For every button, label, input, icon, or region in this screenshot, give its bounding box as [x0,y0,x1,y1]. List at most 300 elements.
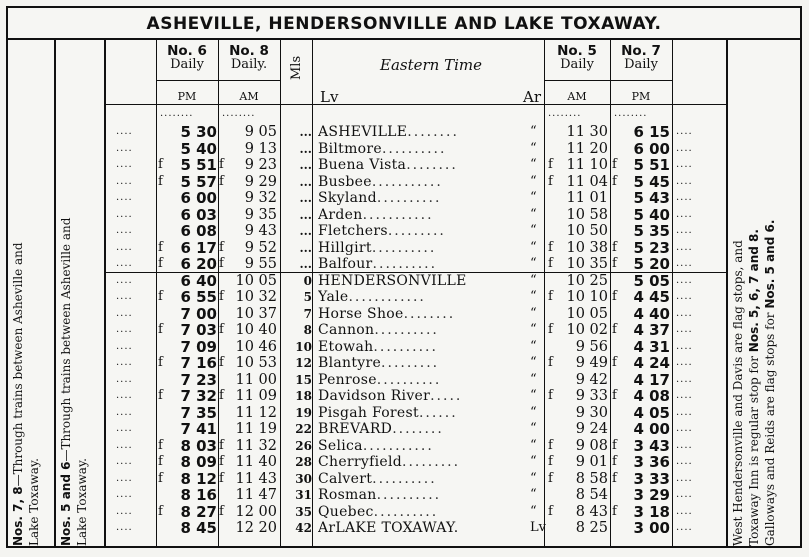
station-cell [318,405,540,421]
no8-flag-stop: f [219,256,224,271]
left-note-line2: Lake Toxaway. [27,458,41,546]
no8-time: 12 20 [235,520,277,536]
table-row [8,141,800,158]
page-title: ASHEVILLE, HENDERSONVILLE AND LAKE TOXAWAY. [8,8,800,40]
table-row [8,157,800,174]
station-cell [318,339,540,355]
no8-flag-stop: f [219,173,224,189]
no8-flag-stop: f [219,157,224,172]
row-leader-right: .... [676,142,693,154]
no6-flag-stop: f [158,322,163,337]
no6-time: 7 00 [180,304,217,323]
no8-time: 11 09 [235,388,277,404]
row-leader-left: .... [116,439,133,451]
miles-value: 19 [295,405,312,420]
dot-leader: ........ [407,124,459,140]
no6-flag-stop: f [158,157,163,172]
row-leader-left: .... [116,357,133,368]
no8-flag-stop: f [219,239,224,255]
right-note-text: Toxaway Inn is regular stop for [747,352,761,546]
miles-value: 28 [295,455,312,469]
station-cell [318,388,540,404]
miles-value: 5 [303,290,312,304]
ditto-mark: “ [530,388,537,403]
no5-time: 8 43 [575,503,608,520]
header-no6 [156,44,218,72]
no8-time: 11 19 [235,421,277,437]
dot-leader: ........ [392,421,444,437]
dot-leader: ........ [222,108,256,119]
ditto-mark: “ [530,454,537,469]
table-row [8,289,800,306]
table-row [8,471,800,488]
no5-time: 9 33 [575,388,608,404]
row-leader-right: .... [676,423,693,434]
no5-time: 11 04 [566,173,608,190]
header-no7-sub: Daily [624,57,658,72]
no6-time: 7 32 [180,387,217,405]
ditto-mark: “ [530,305,537,321]
dot-leader: ........ [548,108,582,119]
no6-time: 6 55 [180,288,217,306]
no7-flag-stop: f [612,173,617,189]
dot-leader: .......... [372,470,437,487]
dot-leader: ........ [403,305,456,322]
no5-flag-stop: f [548,289,553,304]
no5-time: 8 54 [575,487,608,503]
no6-time: 8 12 [180,469,217,488]
table-row [8,421,800,438]
no7-time: 5 05 [633,271,670,290]
row-leader-right: .... [676,357,693,368]
no8-flag-stop: f [219,355,224,370]
no6-time: 6 03 [180,205,217,224]
table-row [8,256,800,273]
miles-value: 31 [295,488,312,502]
table-row [8,372,800,389]
no8-time: 11 40 [235,454,277,470]
ditto-mark: “ [530,272,537,288]
right-note-text: Galloways and Reids are flag stops for [763,308,777,546]
no5-time: 10 10 [566,289,608,305]
dot-leader: ......... [381,355,440,371]
ditto-mark: “ [530,404,537,420]
miles-value: ... [299,257,312,271]
no7-time: 4 37 [633,321,670,339]
no7-time: 4 24 [633,354,670,372]
dot-leader: .......... [373,503,439,520]
dot-leader: .......... [376,371,442,388]
table-row [8,454,800,471]
no5-time: 10 58 [566,206,608,223]
no8-time: 10 05 [235,272,277,289]
row-leader-left: .... [116,522,133,533]
row-leader-right: .... [676,192,693,203]
station-name: HENDERSONVILLE [318,272,467,289]
table-row [8,223,800,240]
no7-time: 5 23 [633,238,670,257]
miles-value: 18 [295,389,312,403]
station-name: Pisgah Forest [318,404,419,421]
station-cell [318,372,540,388]
header-no8-sub: Daily. [230,57,268,72]
no5-flag-stop: f [548,503,553,519]
no5-time: 11 10 [566,157,608,173]
miles-value: 12 [295,356,312,370]
no6-time: 6 00 [180,189,217,207]
station-cell [318,520,546,536]
station-cell [318,487,540,503]
row-leader-right: .... [676,159,693,170]
no7-flag-stop: f [612,322,617,337]
miles-value: 8 [303,323,312,337]
station-cell [318,355,540,371]
row-leader-left: .... [116,142,133,154]
header-no6-label: No. 6 [167,43,207,59]
no8-time: 11 32 [235,437,277,454]
no5-flag-stop: f [548,239,553,255]
no8-time: 9 05 [244,124,277,140]
table-row [8,322,800,339]
no7-time: 4 40 [633,304,670,323]
no6-time: 7 16 [180,354,217,372]
ditto-mark: “ [530,157,537,172]
row-leader-left: .... [116,373,133,385]
ditto-mark: “ [530,140,537,156]
station-name: Biltmore [318,140,382,157]
station-name: Calvert [318,470,373,487]
no7-time: 5 40 [633,205,670,224]
no8-time: 11 43 [235,470,277,487]
no5-flag-stop: f [548,173,553,189]
timetable-frame [6,6,802,548]
no6-time: 5 51 [180,156,217,174]
station-name: Selica [318,437,363,454]
no7-flag-stop: f [612,157,617,172]
no6-time: 5 30 [180,123,217,141]
left-note-bold: Nos. 7, 8 [11,486,25,546]
no8-time: 12 00 [235,503,277,520]
row-leader-left: .... [116,208,133,220]
station-cell [318,504,540,520]
row-leader-left: .... [116,340,133,352]
no6-flag-stop: f [158,256,163,271]
no7-time: 5 45 [633,172,670,191]
row-leader-right: .... [676,489,693,500]
table-row [8,174,800,191]
station-name: Yale [318,289,349,305]
no7-time: 3 18 [633,502,670,521]
header-no5-sub: Daily [560,57,594,72]
station-name: Cherryfield [318,454,402,470]
miles-value: ... [299,141,312,156]
row-leader-right: .... [676,456,693,467]
ditto-mark: “ [530,206,537,222]
table-row [8,339,800,356]
no7-time: 4 08 [633,387,670,405]
station-name: Arden [318,206,363,223]
no8-flag-stop: f [219,388,224,403]
miles-value: 15 [295,372,312,387]
row-leader-left: .... [116,505,133,517]
no6-time: 7 35 [180,403,217,422]
no5-time: 10 02 [566,322,608,338]
row-leader-left: .... [116,423,133,434]
no8-time: 9 32 [244,190,277,206]
station-name: BREVARD [318,421,393,437]
no7-flag-stop: f [612,355,617,370]
no6-time: 8 27 [180,502,217,521]
no8-time: 9 55 [244,256,277,272]
no7-time: 5 51 [633,156,670,174]
ditto-mark: “ [530,289,537,304]
no8-time: 9 29 [244,173,277,190]
station-cell [318,306,540,322]
no6-time: 7 23 [180,370,217,389]
no5-flag-stop: f [548,355,553,370]
no5-time: 11 20 [566,140,608,157]
dot-leader: .......... [374,322,439,338]
no7-time: 5 35 [633,222,670,240]
no7-time: 3 00 [633,519,670,537]
no8-time: 9 23 [244,157,277,173]
table-row [8,273,800,290]
no7-time: 3 36 [633,453,670,471]
row-leader-left: .... [116,241,133,253]
ditto-mark: “ [530,223,537,238]
dot-leader: ........... [362,437,434,454]
miles-value: ... [299,125,312,139]
no7-flag-stop: f [612,470,617,486]
no5-time: 9 49 [575,355,608,371]
no7-time: 4 05 [633,403,670,422]
row-leader-right: .... [676,505,693,517]
left-note-text: —Through trains between Asheville and [11,242,25,487]
miles-value: ... [299,224,312,238]
row-leader-left: .... [116,225,133,236]
miles-value: ... [299,174,312,189]
no6-time: 7 03 [180,321,217,339]
row-leader-right: .... [676,291,693,302]
no6-time: 5 57 [180,172,217,191]
station-cell [318,141,540,157]
miles-value: 42 [295,521,312,535]
station-cell [318,289,540,305]
station-name: Quebec [318,503,374,520]
no5-time: 9 42 [575,371,608,388]
no8-time: 11 12 [235,404,277,421]
no8-time: 11 47 [235,487,277,503]
table-row [8,124,800,141]
row-leader-left: .... [116,126,133,137]
dot-leader: ......... [387,223,446,239]
no5-time: 9 24 [575,421,608,437]
no5-time: 9 01 [575,454,608,470]
no8-time: 9 52 [244,239,277,256]
row-leader-right: .... [676,274,693,286]
no7-time: 3 33 [633,469,670,488]
header-no5-label: No. 5 [557,43,597,59]
no8-time: 10 53 [235,355,277,371]
row-leader-right: .... [676,208,693,220]
station-name: Balfour [318,256,373,272]
row-leader-right: .... [676,340,693,352]
row-leader-left: .... [116,406,133,418]
right-note-bold: Nos. 5, 6, 7 and 8. [747,229,761,353]
no8-flag-stop: f [219,437,224,453]
ditto-mark: “ [530,338,537,354]
station-name: Rosman [318,487,377,503]
no8-time: 9 35 [244,206,277,223]
row-leader-right: .... [676,241,693,253]
dot-leader: ..... [430,388,463,404]
no7-flag-stop: f [612,437,617,453]
header-no7 [610,44,672,72]
header-no7-label: No. 7 [621,43,661,59]
station-name: Hillgirt [318,239,372,256]
no7-time: 6 15 [633,123,670,141]
no6-time: 6 08 [180,222,217,240]
row-leader-left: .... [116,489,133,500]
table-row [8,388,800,405]
station-cell [318,190,540,206]
dot-leader: .......... [376,487,442,503]
no8-flag-stop: f [219,470,224,486]
ditto-mark: “ [530,470,537,486]
header-no8-ampm: AM [239,90,259,103]
station-name: Skyland [318,190,377,206]
ditto-mark: “ [530,421,537,436]
miles-value: ... [299,158,312,172]
header-no5-ampm: AM [567,90,587,103]
no7-time: 5 20 [633,255,670,273]
no5-time: 10 50 [566,223,608,239]
ditto-mark: “ [530,503,537,519]
no6-time: 5 40 [180,139,217,158]
no7-flag-stop: f [612,503,617,519]
dot-leader: ........... [362,206,434,223]
station-cell [318,240,540,256]
no5-time: 10 25 [566,272,608,289]
no6-flag-stop: f [158,355,163,370]
no5-time: 8 58 [575,470,608,487]
no6-flag-stop: f [158,503,163,519]
header-no8-label: No. 8 [229,43,269,59]
ditto-mark: “ [530,173,537,189]
row-leader-left: .... [116,159,133,170]
station-cell [318,273,540,289]
station-name: Blantyre [318,355,382,371]
miles-value: 22 [295,422,312,436]
no5-time: 10 05 [566,305,608,322]
no8-flag-stop: f [219,503,224,519]
ditto-mark: Lv [530,520,546,535]
table-row [8,355,800,372]
no6-time: 7 41 [180,420,217,438]
no5-flag-stop: f [548,454,553,469]
miles-value: 30 [295,471,312,486]
right-note-line1: West Hendersonville and Davis are flag stops, and [731,240,745,546]
header-no7-ampm: PM [631,90,651,103]
header-no8 [218,44,280,72]
table-row [8,520,800,537]
no5-flag-stop: f [548,157,553,172]
station-cell [318,471,540,487]
miles-value: ... [299,207,312,222]
row-leader-right: .... [676,307,693,319]
no8-time: 11 00 [235,371,277,388]
no5-flag-stop: f [548,388,553,403]
header-no5 [544,44,610,72]
row-leader-left: .... [116,324,133,335]
table-row [8,438,800,455]
table-row [8,405,800,422]
ditto-mark: “ [530,371,537,387]
no7-time: 4 31 [633,337,670,356]
dot-leader: .......... [381,140,447,157]
no7-time: 4 45 [633,288,670,306]
station-name: ArLAKE TOXAWAY. [318,520,459,536]
row-leader-right: .... [676,126,693,137]
no5-time: 8 25 [575,520,608,536]
ditto-mark: “ [530,190,537,205]
divider [104,104,726,105]
dot-leader: ............ [348,289,426,305]
no7-time: 6 00 [633,139,670,158]
no6-time: 7 09 [180,337,217,356]
station-cell [318,454,540,470]
no5-time: 10 38 [566,239,608,256]
no7-flag-stop: f [612,289,617,304]
no7-flag-stop: f [612,388,617,403]
station-cell [318,256,540,272]
table-row [8,306,800,323]
station-name: Buena Vista [318,157,407,173]
no6-time: 8 03 [180,436,217,455]
header-no6-ampm: PM [177,90,197,103]
station-cell [318,421,540,437]
no6-flag-stop: f [158,454,163,469]
row-leader-right: .... [676,258,693,269]
no7-flag-stop: f [612,239,617,255]
no7-time: 5 43 [633,189,670,207]
no7-flag-stop: f [612,256,617,271]
dot-leader: ........ [406,157,458,173]
station-name: Cannon [318,322,375,338]
station-cell [318,223,540,239]
header-no6-sub: Daily [170,57,204,72]
dot-leader: ........ [614,108,648,119]
table-row [8,487,800,504]
no6-flag-stop: f [158,173,163,189]
no8-flag-stop: f [219,289,224,304]
ditto-mark: “ [530,322,537,337]
left-note-text: —Through trains between Asheville and [59,217,73,462]
dot-leader: ........... [371,173,443,190]
no5-time: 9 08 [575,437,608,454]
row-leader-left: .... [116,472,133,484]
no7-time: 4 17 [633,370,670,389]
station-cell [318,207,540,223]
row-leader-right: .... [676,225,693,236]
row-leader-left: .... [116,390,133,401]
no6-time: 6 20 [180,255,217,273]
station-cell [318,157,540,173]
no5-flag-stop: f [548,322,553,337]
no6-time: 8 09 [180,453,217,471]
left-note-line4: Lake Toxaway. [75,458,89,546]
row-leader-right: .... [676,522,693,533]
